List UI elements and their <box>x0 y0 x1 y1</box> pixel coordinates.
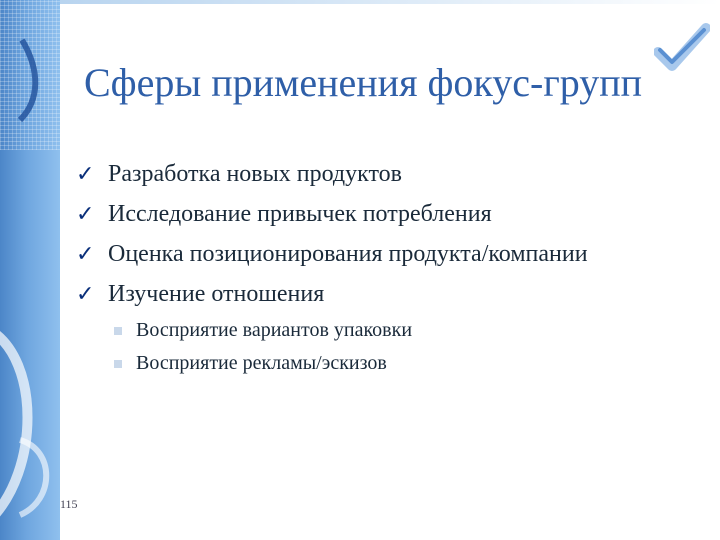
sub-bullet-item <box>114 314 412 347</box>
sub-bullet-list <box>114 314 412 380</box>
slide-title: Сферы применения фокус-групп <box>84 60 643 105</box>
bullet-list <box>76 154 588 314</box>
band-curves-decoration <box>0 0 60 540</box>
square-bullet-icon <box>114 360 122 368</box>
checkmark-icon: ✓ <box>76 241 95 267</box>
bullet-item <box>76 194 588 234</box>
square-bullet-icon <box>114 327 122 335</box>
checkmark-icon: ✓ <box>76 201 95 227</box>
checkmark-icon: ✓ <box>76 161 95 187</box>
sub-bullet-text: Восприятие вариантов упаковки <box>136 319 413 341</box>
checkmark-icon: ✓ <box>76 281 95 307</box>
bullet-item <box>76 234 588 274</box>
top-strip <box>60 0 720 4</box>
bullet-item <box>76 154 588 194</box>
bullet-text: Разработка новых продуктов <box>108 160 402 187</box>
bullet-item <box>76 274 588 314</box>
bullet-text: Исследование привычек потребления <box>108 200 492 227</box>
sub-bullet-text: Восприятие рекламы/эскизов <box>136 352 387 374</box>
sub-bullet-item <box>114 347 412 380</box>
bullet-text: Изучение отношения <box>108 280 325 307</box>
bullet-text: Оценка позиционирования продукта/компании <box>108 240 588 267</box>
page-number: 115 <box>60 497 78 511</box>
